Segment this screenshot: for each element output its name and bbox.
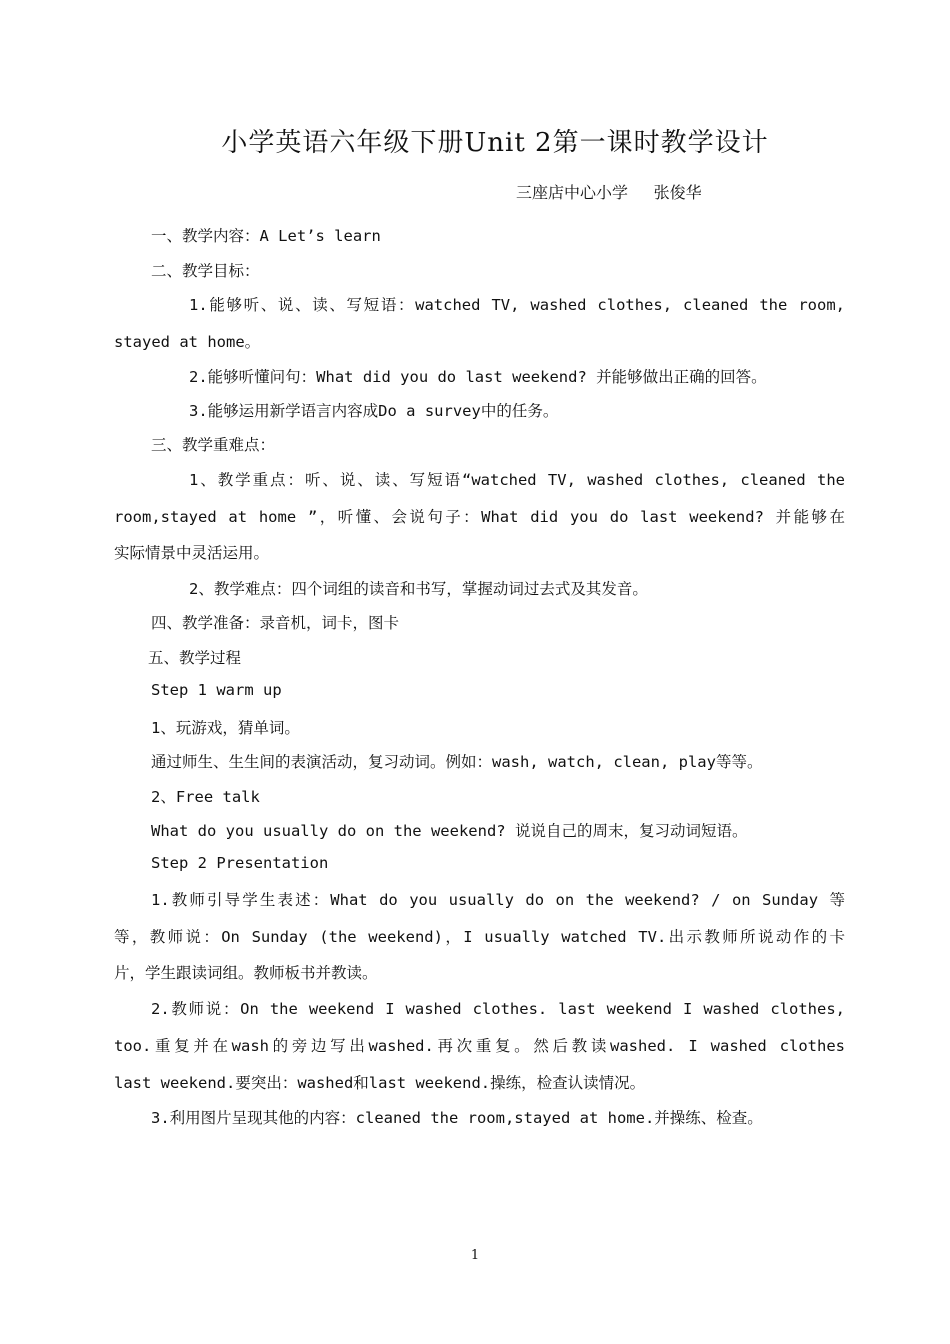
paragraph-line: too.重复并在wash的旁边写出washed.再次重复。然后教读washed. I washed clothes — [114, 1037, 845, 1055]
paragraph-line: 通过师生、生生间的表演活动，复习动词。例如：wash, watch, clean, play等等。 — [151, 753, 763, 771]
paragraph-line: 1、玩游戏，猜单词。 — [151, 719, 300, 737]
section-heading-key-points: 三、教学重难点： — [151, 436, 276, 454]
section-heading-process: 五、教学过程 — [148, 649, 242, 667]
paragraph-line: room,stayed at home ”，听懂、会说句子：What did you do last weekend? 并能够在 — [114, 508, 845, 526]
paragraph-line: 2、教学难点：四个词组的读音和书写，掌握动词过去式及其发音。 — [189, 580, 648, 598]
paragraph-line: 等，教师说：On Sunday (the weekend)，I usually watched TV.出示教师所说动作的卡 — [114, 928, 845, 946]
paragraph-line: 2.能够听懂问句：What did you do last weekend? 并能够做出正确的回答。 — [189, 368, 767, 386]
paragraph-line: 片，学生跟读词组。教师板书并教读。 — [114, 964, 378, 982]
section-heading-preparation: 四、教学准备：录音机，词卡，图卡 — [151, 614, 400, 632]
paragraph-line: 1.能够听、说、读、写短语：watched TV, washed clothes, cleaned the room, — [189, 296, 845, 314]
paragraph-line: stayed at home。 — [114, 333, 261, 351]
document-title: 小学英语六年级下册Unit 2第一课时教学设计 — [221, 128, 769, 158]
page-number: 1 — [470, 1248, 480, 1263]
paragraph-line: What do you usually do on the weekend? 说说自己的周末，复习动词短语。 — [151, 822, 748, 840]
author-line: 三座店中心小学 张俊华 — [516, 183, 702, 202]
step-heading: Step 2 Presentation — [151, 854, 329, 872]
paragraph-line: 1、教学重点：听、说、读、写短语“watched TV, washed clothes, cleaned the — [189, 471, 845, 489]
step-heading: Step 1 warm up — [151, 681, 282, 699]
paragraph-line: 2、Free talk — [151, 788, 260, 806]
paragraph-line: last weekend.要突出：washed和last weekend.操练，检查认读情况。 — [114, 1074, 646, 1092]
section-heading-content: 一、教学内容：A Let’s learn — [151, 227, 381, 245]
paragraph-line: 3.能够运用新学语言内容成Do a survey中的任务。 — [189, 402, 559, 420]
paragraph-line: 3.利用图片呈现其他的内容：cleaned the room,stayed at home.并操练、检查。 — [151, 1109, 763, 1127]
paragraph-line: 1.教师引导学生表述：What do you usually do on the weekend? / on Sunday 等 — [151, 891, 845, 909]
section-heading-goals: 二、教学目标： — [151, 262, 260, 280]
paragraph-line: 实际情景中灵活运用。 — [114, 544, 270, 562]
paragraph-line: 2.教师说：On the weekend I washed clothes. last weekend I washed clothes, — [151, 1000, 845, 1018]
